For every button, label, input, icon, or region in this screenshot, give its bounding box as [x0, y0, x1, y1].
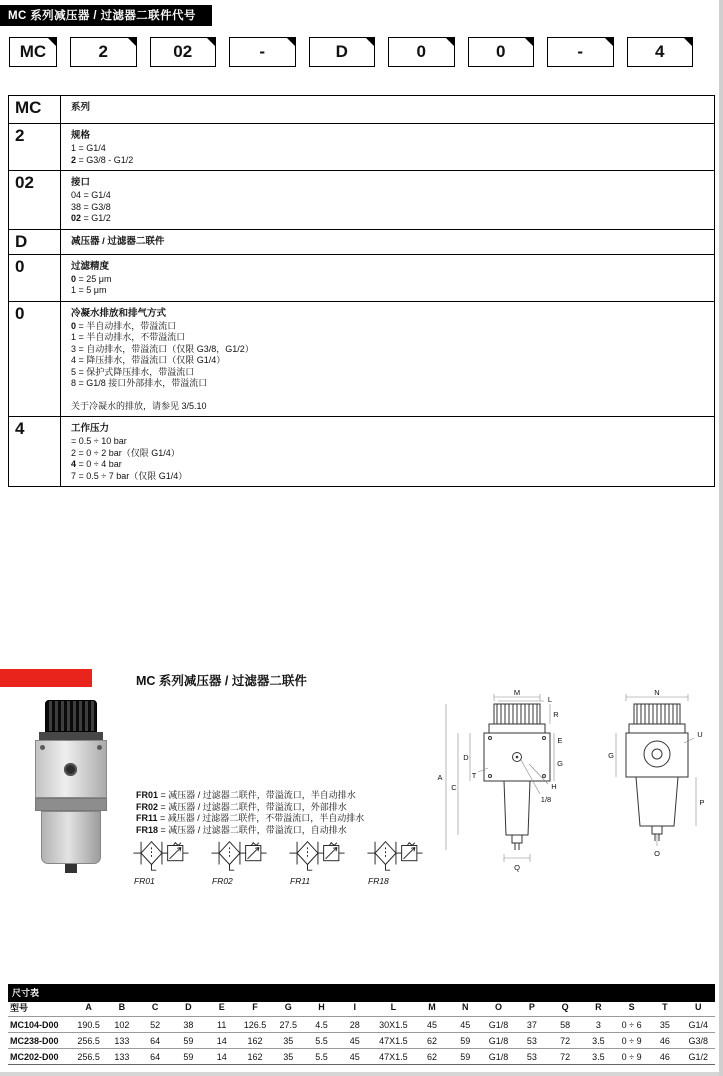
dim-cell: 45	[338, 1049, 371, 1065]
code-heading: 工作压力	[71, 423, 110, 434]
order-code-row	[9, 37, 693, 67]
code-option: 1 = 半自动排水，不带溢流口	[71, 332, 186, 342]
red-accent-bar	[0, 669, 92, 687]
symbol-label: FR01	[134, 876, 155, 886]
code-box-text: D	[335, 42, 348, 61]
dim-cell: 256.5	[72, 1049, 105, 1065]
code-option: 2 = G3/8 - G1/2	[71, 154, 134, 165]
code-box	[627, 37, 694, 67]
dim-cell: G1/8	[482, 1017, 515, 1033]
code-value: 4	[9, 417, 61, 486]
dim-cell: 72	[548, 1033, 581, 1049]
column-header: E	[205, 998, 238, 1017]
dim-cell: 0 ÷ 9	[615, 1033, 648, 1049]
column-header: O	[482, 998, 515, 1017]
code-option: 3 = 自动排水，带溢流口（仅限 G3/8，G1/2）	[71, 343, 254, 354]
dimension-drawings	[428, 688, 716, 892]
column-header: C	[139, 998, 172, 1017]
code-box	[229, 37, 296, 67]
code-heading: 过滤精度	[71, 260, 110, 272]
column-header: L	[371, 998, 415, 1017]
filter-regulator-symbol-icon	[366, 836, 424, 874]
corner-triangle-icon	[446, 38, 454, 46]
column-header: Q	[548, 998, 581, 1017]
section-title: MC 系列减压器 / 过滤器二联件	[136, 674, 307, 688]
pneumatic-symbol	[288, 836, 350, 886]
corner-triangle-icon	[207, 38, 215, 46]
dim-cell: 45	[415, 1017, 448, 1033]
column-header: U	[682, 998, 715, 1017]
model-cell: MC238-D00	[8, 1033, 72, 1049]
column-header: H	[305, 998, 338, 1017]
dim-cell: 46	[648, 1049, 681, 1065]
code-box-text: -	[259, 42, 266, 61]
code-value: 2	[9, 124, 61, 170]
dim-cell: 30X1.5	[371, 1017, 415, 1033]
dim-cell: 53	[515, 1033, 548, 1049]
code-table-row	[9, 170, 714, 229]
dim-cell: G1/8	[482, 1033, 515, 1049]
code-legend-table	[8, 95, 715, 487]
screw-icon	[40, 745, 45, 750]
code-box	[388, 37, 455, 67]
filter-regulator-symbol-icon	[132, 836, 190, 874]
code-heading: 接口	[71, 177, 91, 188]
code-value: 0	[9, 302, 61, 417]
fr-variant-line: FR02 = 减压器 / 过滤器二联件，带溢流口，外部排水	[136, 801, 347, 812]
code-box-text: -	[577, 42, 584, 61]
page-title: MC 系列减压器 / 过滤器二联件代号	[8, 10, 196, 22]
code-option: 2 = 0 ÷ 2 bar（仅限 G1/4）	[71, 447, 180, 458]
code-option: 7 = 0.5 ÷ 7 bar（仅限 G1/4）	[71, 470, 188, 481]
column-header: I	[338, 998, 371, 1017]
corner-triangle-icon	[684, 38, 692, 46]
dim-cell: 3.5	[582, 1033, 615, 1049]
dim-label-n: N	[654, 688, 660, 697]
code-table-row	[9, 229, 714, 254]
dim-cell: 0 ÷ 6	[615, 1017, 648, 1033]
table-row	[8, 1017, 715, 1033]
dim-cell: 102	[105, 1017, 138, 1033]
table-header-row	[8, 998, 715, 1017]
column-header: S	[615, 998, 648, 1017]
code-box-text: 0	[416, 42, 426, 61]
dim-cell: 133	[105, 1049, 138, 1065]
drawing-front-view	[437, 688, 563, 872]
column-header: F	[238, 998, 271, 1017]
column-header: N	[449, 998, 482, 1017]
code-table-row	[9, 416, 714, 486]
code-value: 0	[9, 255, 61, 301]
dim-cell: 47X1.5	[371, 1049, 415, 1065]
dim-label-a: A	[437, 773, 443, 782]
column-header: R	[582, 998, 615, 1017]
code-table-row	[9, 123, 714, 170]
dim-cell: G1/8	[482, 1049, 515, 1065]
dim-cell: 5.5	[305, 1033, 338, 1049]
dim-label-l: L	[547, 695, 553, 704]
dim-cell: 64	[139, 1049, 172, 1065]
dim-cell: 11	[205, 1017, 238, 1033]
dim-label-u: U	[697, 730, 703, 739]
regulator-knob	[45, 700, 97, 732]
dim-cell: G3/8	[682, 1033, 715, 1049]
model-cell: MC202-D00	[8, 1049, 72, 1065]
dim-cell: 59	[449, 1049, 482, 1065]
code-value: MC	[9, 96, 61, 123]
dim-cell: 35	[648, 1017, 681, 1033]
dim-cell: 52	[139, 1017, 172, 1033]
dim-label-g2: G	[608, 751, 614, 760]
corner-triangle-icon	[366, 38, 374, 46]
dim-cell: 59	[172, 1033, 205, 1049]
code-box	[150, 37, 217, 67]
dim-cell: 45	[449, 1017, 482, 1033]
code-option: 4 = 降压排水，带溢流口（仅限 G1/4）	[71, 355, 226, 365]
knob-collar	[39, 732, 103, 740]
dim-cell: 59	[172, 1049, 205, 1065]
dim-cell: 53	[515, 1049, 548, 1065]
code-description	[61, 417, 714, 486]
dim-cell: 62	[415, 1049, 448, 1065]
dimension-table	[8, 998, 715, 1065]
column-header: D	[172, 998, 205, 1017]
filter-regulator-symbol-icon	[210, 836, 268, 874]
corner-triangle-icon	[605, 38, 613, 46]
product-photo	[28, 700, 116, 878]
dim-cell: 37	[515, 1017, 548, 1033]
drain-plug	[65, 864, 77, 873]
code-heading: 减压器 / 过滤器二联件	[71, 235, 165, 247]
model-cell: MC104-D00	[8, 1017, 72, 1033]
dim-cell: 62	[415, 1033, 448, 1049]
dim-label-e: E	[557, 736, 563, 745]
dim-cell: 5.5	[305, 1049, 338, 1065]
corner-triangle-icon	[525, 38, 533, 46]
dim-cell: 46	[648, 1033, 681, 1049]
code-table-row	[9, 301, 714, 417]
code-box-text: 2	[98, 42, 108, 61]
dim-cell: 47X1.5	[371, 1033, 415, 1049]
pneumatic-symbol	[132, 836, 194, 886]
pneumatic-symbol	[210, 836, 272, 886]
dim-label-c: C	[451, 783, 457, 792]
body-flange	[35, 798, 107, 811]
table-row	[8, 1033, 715, 1049]
dim-cell: 28	[338, 1017, 371, 1033]
column-header: A	[72, 998, 105, 1017]
symbol-label: FR11	[290, 876, 311, 886]
dim-label-r: R	[553, 710, 559, 719]
filter-bowl	[41, 811, 101, 864]
code-box	[547, 37, 614, 67]
code-description	[61, 171, 714, 229]
dim-label-o: O	[654, 849, 660, 858]
code-box-text: 02	[173, 42, 193, 61]
column-header: G	[272, 998, 305, 1017]
column-header: M	[415, 998, 448, 1017]
code-option: 4 = 0 ÷ 4 bar	[71, 459, 122, 469]
dim-cell: 190.5	[72, 1017, 105, 1033]
dim-label-t: T	[471, 771, 477, 780]
code-option: 0 = 半自动排水，带溢流口	[71, 320, 177, 331]
dimension-table-title: 尺寸表	[12, 988, 40, 998]
dim-cell: 3.5	[582, 1049, 615, 1065]
dim-cell: 58	[548, 1017, 581, 1033]
dim-cell: 256.5	[72, 1033, 105, 1049]
pneumatic-symbol	[366, 836, 428, 886]
table-row	[8, 1049, 715, 1065]
code-box-text: MC	[19, 42, 47, 61]
code-box-text: 0	[496, 42, 506, 61]
code-option: 5 = 保护式降压排水，带溢流口	[71, 366, 195, 377]
code-box	[309, 37, 376, 67]
code-note: 关于冷凝水的排放，请参见 3/5.10	[71, 400, 207, 411]
code-value: D	[9, 230, 61, 254]
dim-cell: 64	[139, 1033, 172, 1049]
dim-label-m: M	[513, 688, 521, 697]
dim-cell: 59	[449, 1033, 482, 1049]
dim-label-g: G	[557, 759, 563, 768]
corner-triangle-icon	[48, 38, 56, 46]
code-box	[9, 37, 57, 67]
dim-cell: 27.5	[272, 1017, 305, 1033]
dim-label-port: 1/8	[540, 795, 552, 804]
page-title-bar	[0, 5, 212, 26]
dim-label-q: Q	[514, 863, 520, 872]
code-table-row	[9, 96, 714, 123]
code-description	[61, 255, 714, 301]
fr-variant-line: FR11 = 减压器 / 过滤器二联件，不带溢流口，半自动排水	[136, 813, 365, 823]
code-heading: 系列	[71, 102, 91, 113]
corner-triangle-icon	[128, 38, 136, 46]
code-option: 0 = 25 μm	[71, 273, 112, 284]
code-option: 1 = 5 μm	[71, 285, 107, 295]
dim-label-h: H	[551, 782, 557, 791]
column-header: P	[515, 998, 548, 1017]
code-option: 02 = G1/2	[71, 213, 111, 223]
code-option: 1 = G1/4	[71, 143, 106, 153]
column-header: B	[105, 998, 138, 1017]
column-header: 型号	[8, 998, 72, 1017]
regulator-body	[35, 740, 107, 798]
column-header: T	[648, 998, 681, 1017]
dim-label-d: D	[463, 753, 469, 762]
dim-cell: 35	[272, 1033, 305, 1049]
code-box-text: 4	[655, 42, 665, 61]
fr-variant-list	[136, 790, 436, 836]
code-box	[468, 37, 535, 67]
dim-label-p: P	[699, 798, 705, 807]
code-box	[70, 37, 137, 67]
dim-cell: 38	[172, 1017, 205, 1033]
pneumatic-symbols	[132, 836, 437, 886]
dim-cell: 133	[105, 1033, 138, 1049]
code-description	[61, 124, 714, 170]
corner-triangle-icon	[287, 38, 295, 46]
code-option: 38 = G3/8	[71, 201, 111, 212]
screw-icon	[97, 745, 102, 750]
dim-cell: 126.5	[238, 1017, 271, 1033]
code-value: 02	[9, 171, 61, 229]
code-table-row	[9, 254, 714, 301]
drawing-side-view	[608, 688, 704, 858]
dim-cell: 45	[338, 1033, 371, 1049]
dim-cell: 4.5	[305, 1017, 338, 1033]
code-description	[61, 302, 714, 417]
dim-cell: 14	[205, 1049, 238, 1065]
code-option: 8 = G1/8 接口外部排水，带溢流口	[71, 378, 208, 388]
code-option: = 0.5 ÷ 10 bar	[71, 436, 127, 446]
code-heading: 冷凝水排放和排气方式	[71, 307, 167, 319]
dim-cell: 162	[238, 1049, 271, 1065]
dim-cell: 72	[548, 1049, 581, 1065]
fr-variant-line: FR01 = 减压器 / 过滤器二联件，带溢流口，半自动排水	[136, 790, 356, 800]
dim-cell: 0 ÷ 9	[615, 1049, 648, 1065]
dim-cell: G1/2	[682, 1049, 715, 1065]
code-heading: 规格	[71, 130, 91, 141]
code-option: 04 = G1/4	[71, 190, 111, 200]
dim-cell: 14	[205, 1033, 238, 1049]
code-description	[61, 230, 714, 254]
dim-cell: 35	[272, 1049, 305, 1065]
filter-regulator-symbol-icon	[288, 836, 346, 874]
symbol-label: FR18	[368, 876, 389, 886]
gauge-port	[64, 763, 77, 776]
dim-cell: 162	[238, 1033, 271, 1049]
code-description	[61, 96, 714, 123]
dim-cell: 3	[582, 1017, 615, 1033]
fr-variant-line: FR18 = 减压器 / 过滤器二联件，带溢流口，自动排水	[136, 824, 347, 835]
dim-cell: G1/4	[682, 1017, 715, 1033]
symbol-label: FR02	[212, 876, 233, 886]
